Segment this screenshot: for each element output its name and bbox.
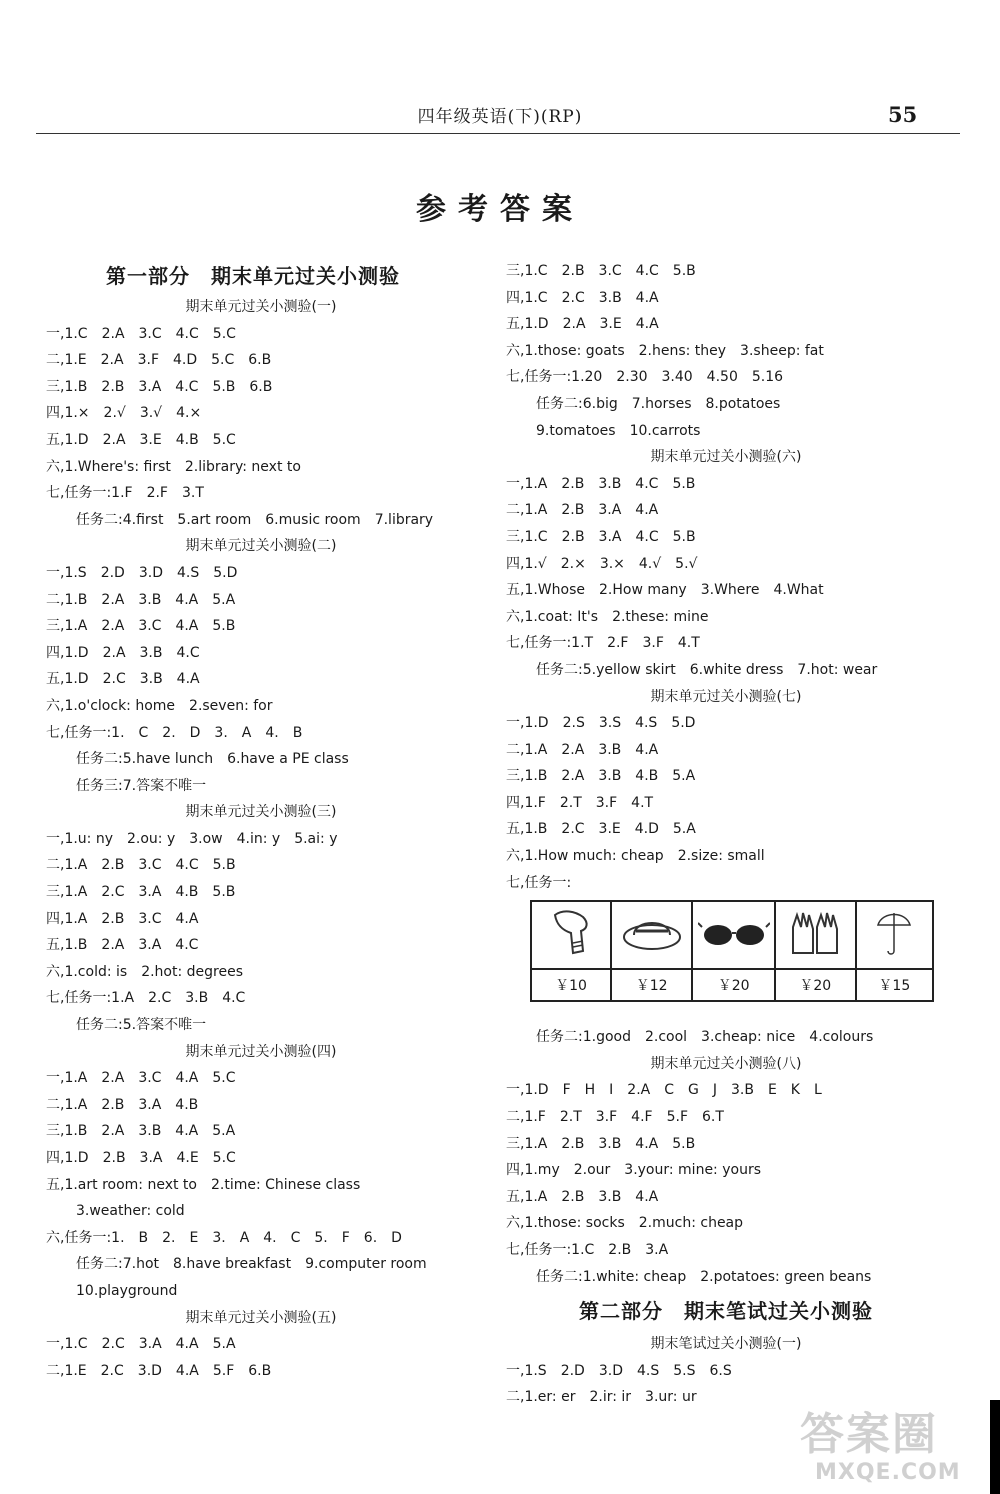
answer-line: 七,任务一:1.C 2.B 3.A	[506, 1242, 669, 1258]
answer-line: 3.weather: cold	[76, 1203, 185, 1220]
page-title: 参考答案	[416, 192, 584, 227]
running-header: 四年级英语(下)(RP)	[417, 107, 583, 127]
answer-line: 三,1.A 2.C 3.A 4.B 5.B	[46, 884, 236, 901]
answer-line: 10.playground	[76, 1282, 178, 1299]
price-cell: ￥12	[611, 969, 692, 1001]
quiz-heading: 期末单元过关小测验(一)	[185, 299, 337, 315]
answer-line: 二,1.F 2.T 3.F 4.F 5.F 6.T	[506, 1109, 724, 1126]
answer-line: 任务三:7.答案不唯一	[76, 777, 207, 794]
answer-line: 任务二:5.答案不唯一	[76, 1017, 207, 1034]
answer-line: 一,1.C 2.A 3.C 4.C 5.C	[46, 325, 236, 342]
answer-line: 一,1.D 2.S 3.S 4.S 5.D	[506, 715, 696, 732]
answer-line: 任务二:1.white: cheap 2.potatoes: green beans	[536, 1268, 872, 1285]
price-cell: ￥10	[531, 969, 611, 1001]
quiz-heading: 期末单元过关小测验(二)	[185, 538, 337, 555]
price-table	[506, 896, 946, 1024]
answer-line: 六,1.How much: cheap 2.size: small	[506, 848, 765, 865]
answer-line: 二,1.A 2.B 3.C 4.C 5.B	[46, 857, 236, 874]
answer-line: 四,1.F 2.T 3.F 4.T	[506, 794, 654, 811]
answer-line: 六,1.those: goats 2.hens: they 3.sheep: fat	[506, 342, 824, 359]
answer-line: 七,任务一:1. C 2. D 3. A 4. B	[46, 724, 303, 741]
answer-line: 六,1.Where's: first 2.library: next to	[46, 458, 301, 475]
answer-line: 七,任务一:1.20 2.30 3.40 4.50 5.16	[506, 369, 784, 386]
answer-line: 任务二:4.first 5.art room 6.music room 7.library	[76, 511, 434, 528]
answer-line: 六,1.cold: is 2.hot: degrees	[46, 963, 244, 980]
left-column	[46, 258, 476, 1384]
answer-line: 一,1.S 2.D 3.D 4.S 5.S 6.S	[506, 1362, 732, 1379]
price-cell: ￥20	[692, 969, 775, 1001]
answer-line: 三,1.B 2.A 3.B 4.A 5.A	[46, 1123, 236, 1140]
watermark-logo: 答案圈	[800, 1409, 938, 1460]
umbrella-icon	[856, 901, 933, 969]
answer-line: 五,1.B 2.A 3.A 4.C	[46, 937, 199, 954]
answer-line: 三,1.C 2.B 3.A 4.C 5.B	[506, 528, 696, 545]
page-edge-shadow	[990, 1400, 1000, 1494]
quiz-heading: 期末单元过关小测验(六)	[650, 449, 802, 466]
answer-line: 二,1.er: er 2.ir: ir 3.ur: ur	[506, 1389, 697, 1406]
answer-line: 六,任务一:1. B 2. E 3. A 4. C 5. F 6. D	[46, 1229, 402, 1246]
answer-line: 六,1.those: socks 2.much: cheap	[506, 1215, 744, 1232]
watermark-url: MXQE.COM	[815, 1460, 961, 1485]
answer-line: 一,1.D F H I 2.A C G J 3.B E K L	[506, 1082, 822, 1099]
answer-line: 任务二:7.hot 8.have breakfast 9.computer room	[76, 1256, 427, 1273]
part-heading: 第二部分 期末笔试过关小测验	[579, 1299, 873, 1324]
answer-line: 任务二:5.have lunch 6.have a PE class	[76, 751, 349, 768]
answer-line: 四,1.D 2.A 3.B 4.C	[46, 644, 200, 661]
answer-line: 七,任务一:1.F 2.F 3.T	[46, 485, 204, 502]
answer-line: 七,任务一:1.T 2.F 3.F 4.T	[506, 635, 700, 652]
answer-line: 任务二:6.big 7.horses 8.potatoes	[536, 395, 781, 412]
answer-line: 六,1.o'clock: home 2.seven: for	[46, 697, 273, 714]
answer-line: 四,1.D 2.B 3.A 4.E 5.C	[46, 1150, 236, 1166]
answer-line: 一,1.A 2.B 3.B 4.C 5.B	[506, 475, 696, 492]
answer-line: 五,1.D 2.A 3.E 4.A	[506, 316, 659, 333]
answer-line: 四,1.C 2.C 3.B 4.A	[506, 289, 659, 306]
answer-line: 三,1.B 2.A 3.B 4.B 5.A	[506, 768, 696, 785]
answer-line: 二,1.A 2.B 3.A 4.B	[46, 1096, 199, 1113]
answer-line: 二,1.A 2.B 3.A 4.A	[506, 502, 659, 519]
price-cell: ￥15	[856, 969, 933, 1001]
answer-line: 三,1.B 2.B 3.A 4.C 5.B 6.B	[46, 378, 273, 395]
answer-line: 二,1.B 2.A 3.B 4.A 5.A	[46, 591, 236, 608]
right-column	[506, 258, 946, 1411]
answer-line: 七,任务一:	[506, 874, 572, 891]
part-heading: 第一部分 期末单元过关小测验	[106, 264, 400, 288]
gloves-icon	[775, 901, 856, 969]
answer-line: 一,1.S 2.D 3.D 4.S 5.D	[46, 564, 238, 581]
answer-line: 四,1.× 2.√ 3.√ 4.×	[46, 405, 202, 422]
answer-line: 一,1.A 2.A 3.C 4.A 5.C	[46, 1070, 236, 1087]
price-cell: ￥20	[775, 969, 856, 1001]
answer-line: 任务二:5.yellow skirt 6.white dress 7.hot: wear	[536, 661, 878, 678]
answer-line: 五,1.D 2.C 3.B 4.A	[46, 671, 200, 688]
page-number: 55	[888, 102, 918, 127]
answer-line: 五,1.D 2.A 3.E 4.B 5.C	[46, 431, 236, 448]
answer-line: 六,1.coat: It's 2.these: mine	[506, 608, 709, 625]
answer-line: 一,1.C 2.C 3.A 4.A 5.A	[46, 1336, 236, 1353]
quiz-heading: 期末单元过关小测验(八)	[650, 1055, 802, 1072]
answer-line: 三,1.C 2.B 3.C 4.C 5.B	[506, 263, 696, 279]
answer-line: 一,1.u: ny 2.ou: y 3.ow 4.in: y 5.ai: y	[46, 830, 338, 847]
answer-line: 四,1.A 2.B 3.C 4.A	[46, 910, 199, 927]
header-rule	[36, 133, 960, 134]
answer-line: 任务二:1.good 2.cool 3.cheap: nice 4.colours	[536, 1029, 874, 1046]
quiz-heading: 期末单元过关小测验(五)	[185, 1309, 337, 1326]
answer-line: 五,1.B 2.C 3.E 4.D 5.A	[506, 821, 696, 838]
quiz-heading: 期末单元过关小测验(三)	[185, 804, 337, 821]
answer-line: 二,1.E 2.A 3.F 4.D 5.C 6.B	[46, 352, 272, 369]
answer-line: 二,1.A 2.A 3.B 4.A	[506, 741, 659, 758]
hat-icon	[611, 901, 692, 969]
answer-line: 二,1.E 2.C 3.D 4.A 5.F 6.B	[46, 1362, 272, 1379]
answer-line: 9.tomatoes 10.carrots	[536, 422, 701, 439]
answer-line: 四,1.√ 2.× 3.× 4.√ 5.√	[506, 555, 698, 572]
answer-line: 七,任务一:1.A 2.C 3.B 4.C	[46, 990, 246, 1007]
answer-line: 三,1.A 2.A 3.C 4.A 5.B	[46, 618, 236, 635]
quiz-heading: 期末单元过关小测验(七)	[650, 688, 802, 705]
answer-line: 四,1.my 2.our 3.your: mine: yours	[506, 1162, 761, 1179]
quiz-heading: 期末单元过关小测验(四)	[185, 1043, 337, 1060]
scarf-icon	[531, 901, 611, 969]
sunglasses-icon	[692, 901, 775, 969]
answer-line: 五,1.A 2.B 3.B 4.A	[506, 1188, 659, 1205]
answer-line: 五,1.Whose 2.How many 3.Where 4.What	[506, 582, 824, 599]
answer-line: 三,1.A 2.B 3.B 4.A 5.B	[506, 1135, 696, 1152]
answer-line: 五,1.art room: next to 2.time: Chinese class	[46, 1176, 361, 1193]
quiz-heading: 期末笔试过关小测验(一)	[650, 1336, 802, 1353]
